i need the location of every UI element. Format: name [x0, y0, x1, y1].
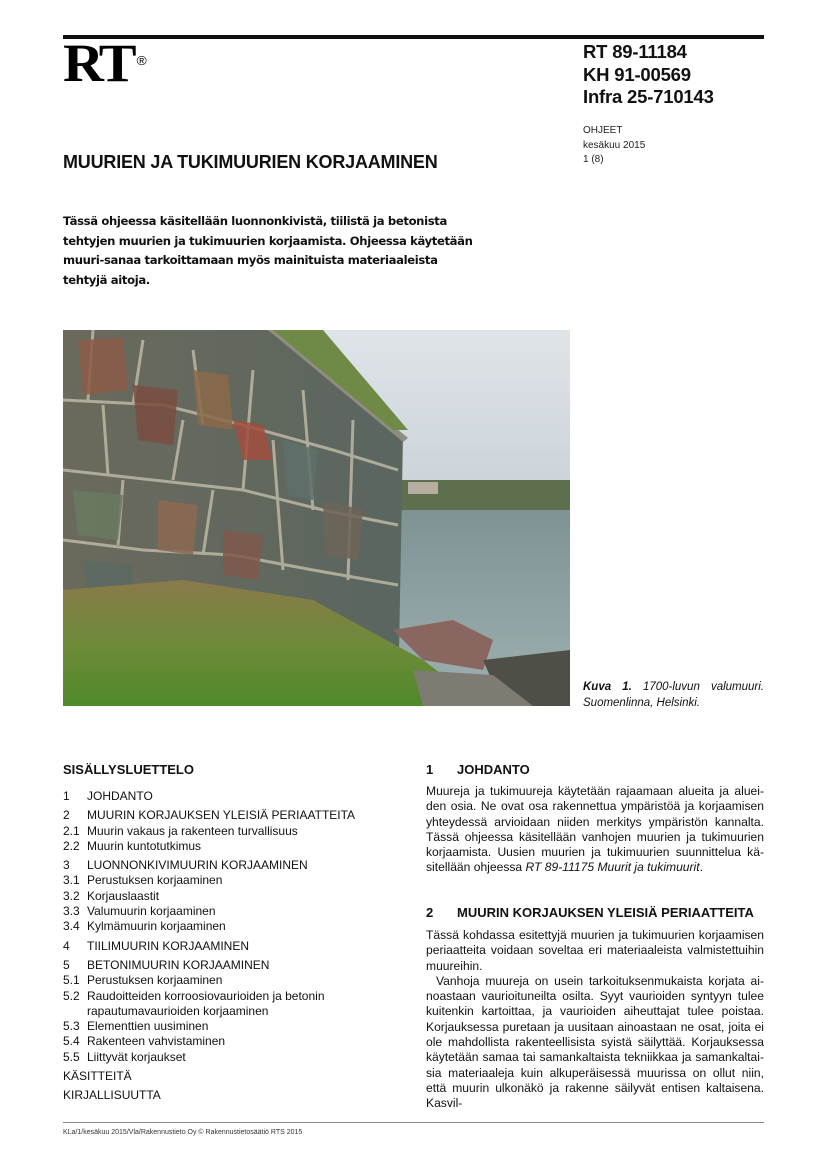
- toc-item[interactable]: [63, 824, 403, 839]
- toc-item[interactable]: [63, 1019, 403, 1034]
- section-2-heading: 2 MUURIN KORJAUKSEN YLEISIÄ PERIAATTEITA: [426, 905, 754, 920]
- toc-item-label: Perustuksen korjaaminen: [87, 973, 223, 988]
- toc-item-number: 5.5: [63, 1049, 80, 1064]
- toc-item-number: 2: [63, 808, 70, 823]
- toc-item-label: KIRJALLISUUTTA: [63, 1088, 161, 1103]
- toc-item[interactable]: [63, 919, 403, 934]
- code-kh: KH 91-00569: [583, 63, 691, 85]
- page-title: MUURIEN JA TUKIMUURIEN KORJAAMINEN: [63, 152, 438, 172]
- toc-item-label: TIILIMUURIN KORJAAMINEN: [87, 938, 250, 953]
- toc-item[interactable]: [63, 958, 403, 973]
- header-rule: [63, 35, 764, 39]
- toc-heading: SISÄLLYSLUETTELO: [63, 762, 194, 777]
- figure-photo: [63, 330, 570, 706]
- figure-caption: [583, 680, 764, 711]
- toc-item[interactable]: [63, 889, 403, 904]
- toc-item[interactable]: [63, 1034, 403, 1049]
- toc-item-number: 3.4: [63, 919, 80, 934]
- doc-page: 1 (8): [583, 154, 604, 165]
- caption-text: 1700-luvun valumuuri. Suomenlinna, Helsinki.: [583, 681, 764, 709]
- toc-item-number: 4: [63, 938, 70, 953]
- doc-category: OHJEET: [583, 125, 623, 136]
- toc-item-label: Perustuksen korjaaminen: [87, 873, 223, 888]
- toc-item[interactable]: [63, 1050, 403, 1065]
- toc-item[interactable]: [63, 904, 403, 919]
- section-2-body: [426, 928, 764, 1112]
- document-codes: [583, 41, 714, 109]
- toc-item[interactable]: [63, 839, 403, 854]
- toc-item-label: JOHDANTO: [87, 789, 153, 803]
- toc-item-label: Valumuurin korjaaminen: [87, 904, 216, 919]
- lead-paragraph: Tässä ohjeessa käsitellään luonnonkivistä, tiilistä ja betonista tehtyjen muurien ja tukimuurien korjaamista. Ohjeessa käytetään muuri-sanaa tarkoittamaan myös mainituista materiaaleista tehtyjä aitoja.: [63, 214, 473, 287]
- toc-item-number: 3.2: [63, 888, 80, 903]
- footer-text: KLa/1/kesäkuu 2015/Vla/Rakennustieto Oy © Rakennustietosäätiö RTS 2015: [63, 1129, 303, 1136]
- section-2-paragraph-2: Vanhoja muureja on usein tarkoituksenmukaista korjata ainoastaan vaurioituneilta osilta. Syyt vaurioiden syntyyn tulee kuitenkin kartoittaa, ja vaurioiden aiheuttajat tulee poistaa. Korjauksessa puretaan ja uusitaan ainoastaan ne osat, joita ei ole mahdollista rakenteellisista syistä säilyttää. Korjauksessa käytetään samaa tai samankaltaista tekniikkaa ja samankaltaisia materiaaleja kuin alkuperäisessä muurissa on ollut niin, että muurin ulkonäkö ja rakenne säilyvät entisen kaltaisena. Kasvil-: [426, 973, 764, 1111]
- toc-item-label: Kylmämuurin korjaaminen: [87, 919, 226, 934]
- toc-item-number: 5.2: [63, 988, 80, 1003]
- toc-item-number: 3.3: [63, 904, 80, 919]
- toc-item[interactable]: [63, 808, 403, 823]
- caption-label: Kuva 1.: [583, 681, 632, 693]
- toc-item-label: Muurin kuntotutkimus: [87, 838, 202, 853]
- footer-rule: [63, 1122, 764, 1123]
- toc-item-label: Raudoitteiden korroosiovaurioiden ja betonin rapautumavaurioiden korjaaminen: [87, 988, 325, 1018]
- toc-item-label: Elementtien uusiminen: [87, 1019, 209, 1034]
- toc-item[interactable]: [63, 973, 403, 988]
- section-2-paragraph-1: Tässä kohdassa esitettyjä muurien ja tukimuurien korjaamisen periaatteita voidaan soveltaa eri materiaaleista valmistettuihin muureihin.: [426, 928, 764, 973]
- toc-item-number: 5.1: [63, 973, 80, 988]
- doc-date: kesäkuu 2015: [583, 139, 646, 151]
- code-rt: RT 89-11184: [583, 41, 687, 62]
- toc-item-label: Korjauslaastit: [87, 888, 160, 903]
- reference-link: RT 89-11175 Muurit ja tukimuurit: [525, 860, 700, 875]
- toc-item-label: Rakenteen vahvistaminen: [87, 1034, 226, 1049]
- toc-item-number: 2.2: [63, 838, 80, 853]
- toc-item-number: 3.1: [63, 873, 80, 888]
- toc-item[interactable]: [63, 873, 403, 888]
- toc-item-number: 5.3: [63, 1019, 80, 1034]
- section-1-body: [426, 784, 764, 876]
- toc-item-number: 5.4: [63, 1034, 80, 1049]
- toc-item-number: 1: [63, 789, 70, 803]
- toc-item[interactable]: [63, 939, 403, 954]
- toc-item-label: MUURIN KORJAUKSEN YLEISIÄ PERIAATTEITA: [87, 808, 356, 823]
- table-of-contents: [63, 789, 403, 1104]
- toc-item-label: BETONIMUURIN KORJAAMINEN: [87, 957, 270, 972]
- toc-item[interactable]: [63, 1069, 403, 1084]
- toc-item[interactable]: [63, 789, 403, 804]
- toc-item[interactable]: [63, 989, 403, 1020]
- toc-item-number: 5: [63, 957, 70, 972]
- toc-item-number: 2.1: [63, 823, 80, 838]
- section-1-heading: 1 JOHDANTO: [426, 762, 530, 777]
- toc-item-number: 3: [63, 858, 70, 873]
- rt-logo: RT ®: [63, 33, 147, 93]
- toc-item-label: LUONNONKIVIMUURIN KORJAAMINEN: [87, 858, 308, 873]
- document-meta: [583, 124, 645, 168]
- code-infra: Infra 25-710143: [583, 86, 714, 107]
- toc-item-label: Muurin vakaus ja rakenteen turvallisuus: [87, 823, 298, 838]
- section-1-paragraph: Muureja ja tukimuureja käytetään rajaamaan alueita ja alueiden osia. Ne ovat osa rakennettua ympäristöä ja korjaamisen yhteydessä arvioidaan niiden merkitys ympäristön kannalta. Tässä ohjeessa käsitellään vanhojen muurien ja tukimuurien korjaamista. Uusien muurien ja tukimuurien suunnittelua käsitellään ohjeessa RT 89-11175 Muurit ja tukimuurit.: [426, 784, 764, 875]
- toc-item-label: KÄSITTEITÄ: [63, 1069, 132, 1084]
- toc-item-label: Liittyvät korjaukset: [87, 1049, 186, 1064]
- toc-item[interactable]: [63, 858, 403, 873]
- toc-item[interactable]: [63, 1088, 403, 1103]
